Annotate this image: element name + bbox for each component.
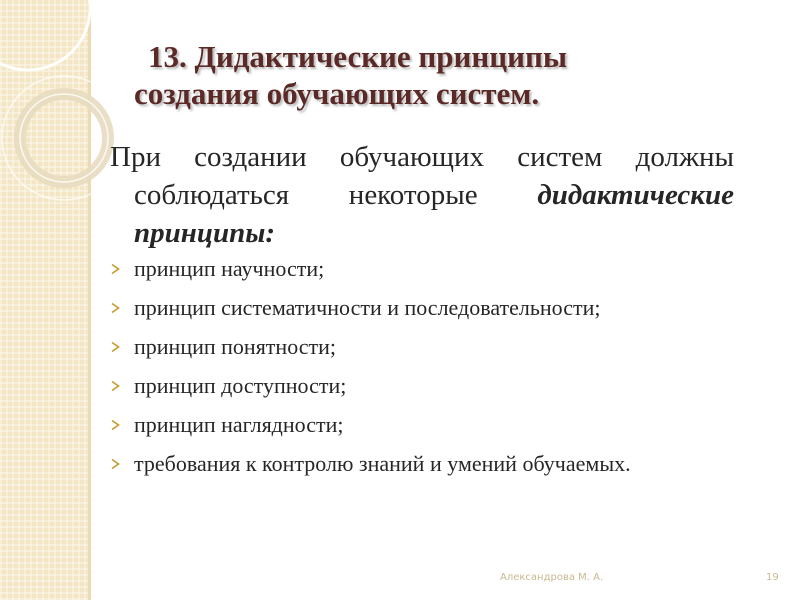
list-item-text: принцип понятности;	[134, 334, 337, 359]
decorative-side-band	[0, 0, 88, 600]
list-item-text: принцип научности;	[134, 256, 325, 281]
list-item	[110, 411, 770, 450]
chevron-right-icon	[110, 255, 122, 283]
list-item-text: принцип наглядности;	[134, 412, 344, 437]
list-item	[110, 294, 770, 333]
intro-paragraph	[110, 138, 734, 252]
page-number: 19	[766, 572, 779, 583]
list-item-text: принцип систематичности и последовательности;	[134, 295, 601, 320]
intro-text: При создании обучающих систем должны соблюдаться некоторые	[110, 141, 734, 211]
chevron-right-icon	[110, 450, 122, 478]
slide-title	[134, 38, 754, 112]
list-item	[110, 450, 770, 489]
chevron-right-icon	[110, 411, 122, 439]
side-band-edge	[88, 0, 91, 600]
list-item	[110, 372, 770, 411]
list-item	[110, 255, 770, 294]
principles-list	[110, 255, 770, 489]
list-item	[110, 333, 770, 372]
list-item-text: принцип доступности;	[134, 373, 347, 398]
list-item-text: требования к контролю знаний и умений обучаемых.	[134, 451, 631, 476]
slide-title-line-2: создания обучающих систем.	[134, 76, 540, 111]
slide-title-line-1: 13. Дидактические принципы	[148, 39, 568, 74]
footer-author: Александрова М. А.	[500, 572, 604, 583]
chevron-right-icon	[110, 333, 122, 361]
chevron-right-icon	[110, 294, 122, 322]
chevron-right-icon	[110, 372, 122, 400]
intro-emphasis: дидактические принципы:	[134, 179, 734, 249]
